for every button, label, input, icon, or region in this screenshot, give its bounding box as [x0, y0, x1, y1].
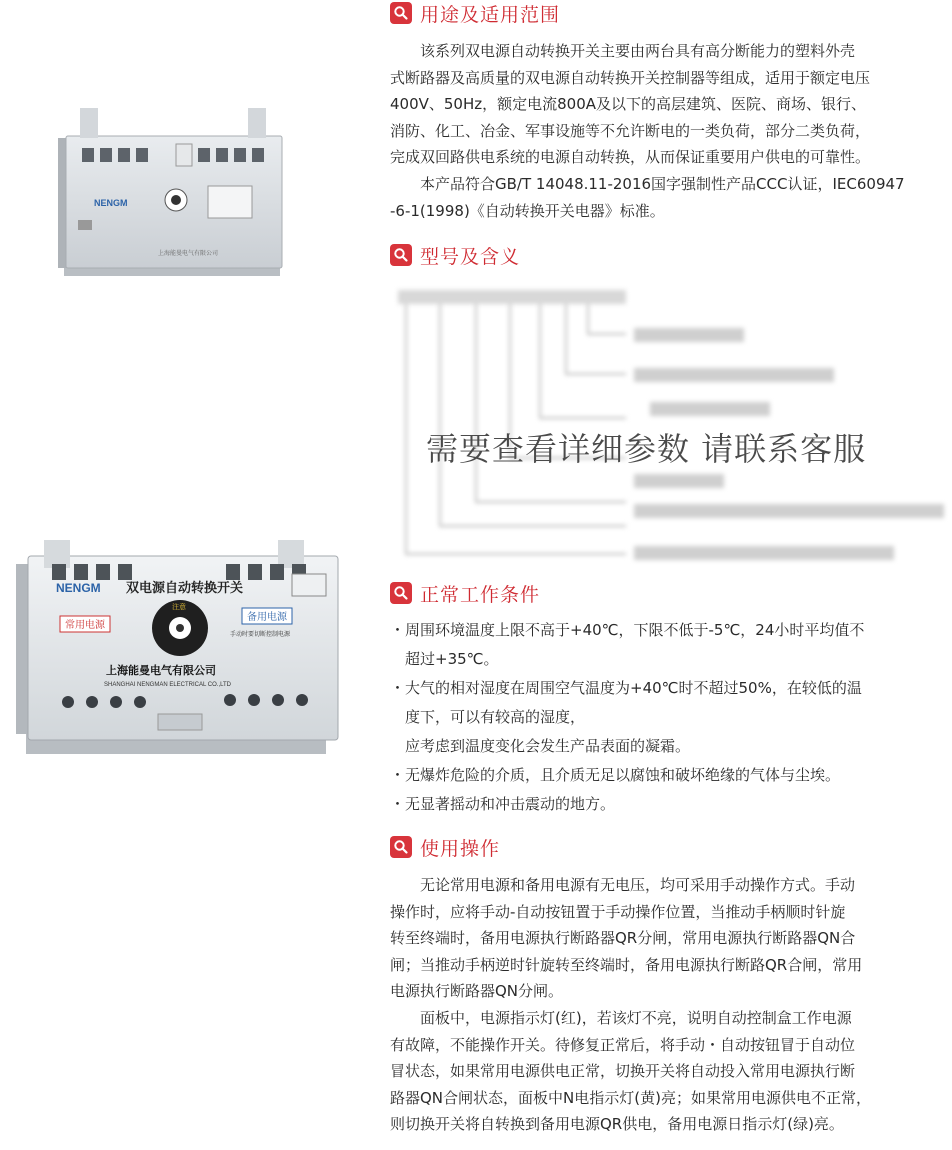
conditions-list [390, 616, 946, 819]
contact-service-notice: 需要查看详细参数 请联系客服 [426, 430, 867, 468]
section-model-heading [390, 240, 520, 270]
search-icon [390, 582, 412, 604]
conditions-line: ・无爆炸危险的介质，且介质无足以腐蚀和破坏绝缘的气体与尘埃。 [390, 766, 841, 784]
usage-line: 完成双回路供电系统的电源自动转换，从而保证重要用户供电的可靠性。 [390, 148, 871, 167]
product-top-maker: 上海能曼电气有限公司 [158, 250, 219, 257]
operation-line: 电源执行断路器QN分闸。 [390, 982, 564, 1001]
operation-line: 无论常用电源和备用电源有无电压，均可采用手动操作方式。手动 [390, 876, 856, 894]
search-icon [390, 2, 412, 24]
usage-paragraph [390, 38, 946, 224]
product-bottom-brand: NENGM [56, 581, 101, 595]
product-bottom-center-label: 注意 [172, 603, 186, 611]
section-usage-title: 用途及适用范围 [420, 3, 561, 26]
operation-paragraph [390, 872, 946, 1138]
section-conditions-title: 正常工作条件 [420, 583, 541, 606]
operation-line: 闸；当推动手柄逆时针旋转至终端时，备用电源执行断路QR合闸，常用 [390, 955, 863, 974]
model-diagram-blurred [390, 278, 952, 578]
usage-line: -6-1(1998)《自动转换开关电器》标准。 [390, 201, 665, 220]
operation-line: 有故障，不能操作开关。待修复正常后，将手动・自动按钮冒于自动位 [390, 1035, 856, 1054]
product-bottom-right-label: 备用电源 [247, 612, 287, 623]
section-usage-heading [390, 0, 560, 28]
conditions-line: ・周围环境温度上限不高于+40℃，下限不低于-5℃，24小时平均值不 [390, 621, 865, 639]
operation-line: 转至终端时，备用电源执行断路器QR分闸，常用电源执行断路器QN合 [390, 929, 856, 948]
conditions-line: 应考虑到温度变化会发生产品表面的凝霜。 [390, 737, 691, 755]
usage-line: 式断路器及高质量的双电源自动转换开关控制器等组成，适用于额定电压 [390, 68, 871, 87]
search-icon [390, 836, 412, 858]
section-model-title: 型号及含义 [420, 245, 521, 268]
section-operation-title: 使用操作 [420, 837, 501, 860]
product-bottom-maker-en: SHANGHAI NENGMAN ELECTRICAL CO.,LTD [104, 682, 232, 688]
product-bottom-left-label: 常用电源 [65, 620, 105, 631]
operation-line: 冒状态，如果常用电源供电正常，切换开关将自动投入常用电源执行断 [390, 1062, 856, 1081]
usage-line: 400V、50Hz，额定电流800A及以下的高层建筑、医院、商场、银行、 [390, 95, 867, 114]
conditions-line: ・无显著摇动和冲击震动的地方。 [390, 795, 616, 813]
usage-line: 该系列双电源自动转换开关主要由两台具有高分断能力的塑料外壳 [390, 42, 856, 60]
product-bottom-title: 双电源自动转换开关 [126, 581, 244, 596]
conditions-line: 超过+35℃。 [390, 650, 499, 668]
product-top-brand: NENGM [94, 198, 128, 208]
section-conditions-heading [390, 578, 540, 608]
operation-line: 路器QN合闸状态，面板中N电指示灯(黄)亮；如果常用电源供电不正常， [390, 1088, 871, 1107]
usage-line: 消防、化工、冶金、军事设施等不允许断电的一类负荷，部分二类负荷， [390, 121, 871, 140]
operation-line: 则切换开关将自转换到备用电源QR供电，备用电源日指示灯(绿)亮。 [390, 1115, 844, 1134]
operation-line: 面板中，电源指示灯(红)，若该灯不亮，说明自动控制盒工作电源 [390, 1008, 852, 1027]
section-operation-heading [390, 832, 500, 862]
conditions-line: 度下，可以有较高的湿度， [390, 708, 586, 726]
product-bottom-note: 手动时要切断控制电源 [230, 631, 291, 638]
search-icon [390, 244, 412, 266]
product-photo-top [58, 108, 290, 280]
conditions-line: ・大气的相对湿度在周围空气温度为+40℃时不超过50%，在较低的温 [390, 679, 862, 697]
product-photo-bottom [16, 534, 356, 760]
usage-line: 本产品符合GB/T 14048.11-2016国字强制性产品CCC认证，IEC60947 [390, 174, 905, 193]
product-bottom-maker-cn: 上海能曼电气有限公司 [106, 664, 216, 677]
operation-line: 操作时，应将手动-自动按钮置于手动操作位置，当推动手柄顺时针旋 [390, 902, 846, 921]
product-images [0, 0, 380, 1150]
